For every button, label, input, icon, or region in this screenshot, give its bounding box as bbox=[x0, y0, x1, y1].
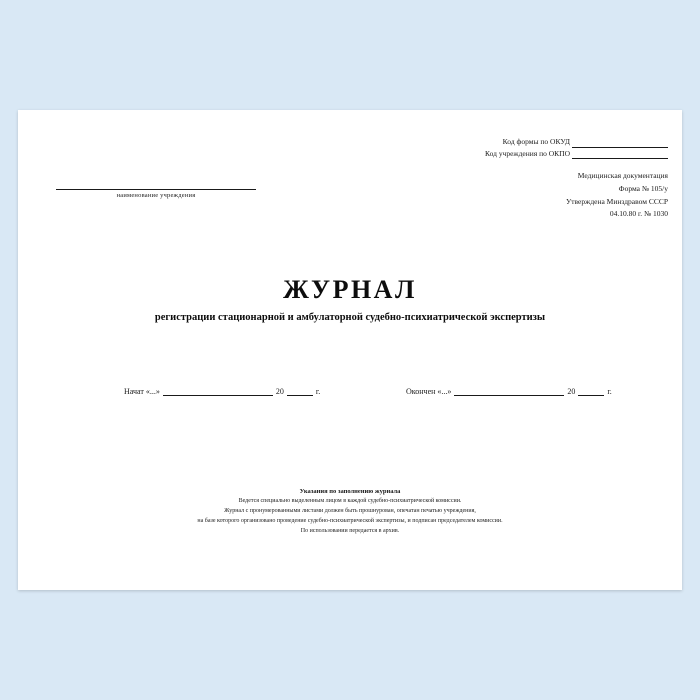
start-date-field bbox=[124, 387, 320, 396]
instructions-title: Указания по заполнению журнала bbox=[299, 488, 401, 495]
meta-line-1: Медицинская документация bbox=[577, 171, 668, 180]
instructions-line: на базе которого организовано проведение судебно-психиатрической экспертизы, и подписан председателем комиссии. bbox=[197, 517, 503, 524]
code-okpo-blank[interactable] bbox=[572, 150, 668, 159]
meta-line-3: Утверждена Минздравом СССР bbox=[565, 196, 668, 206]
start-year-blank[interactable] bbox=[287, 387, 313, 396]
page-title: ЖУРНАЛ bbox=[283, 275, 417, 304]
instructions-block bbox=[18, 488, 682, 537]
institution-blank-line[interactable] bbox=[56, 188, 256, 190]
code-okud-label: Код формы по ОКУД bbox=[502, 137, 570, 146]
instructions-line: Ведется специально выделенным лицом в каждой судебно-психиатрической комиссии. bbox=[238, 498, 462, 504]
start-date-year: 20 bbox=[275, 387, 284, 396]
instructions-line: Журнал с пронумерованными листами должен быть прошнурован, опечатан печатью учреждения, bbox=[224, 507, 476, 514]
meta-line-2: Форма № 105/у bbox=[618, 183, 668, 193]
code-row-okpo bbox=[368, 148, 668, 160]
document-page-container bbox=[18, 110, 682, 590]
page-subtitle: регистрации стационарной и амбулаторной судебно-психиатрической экспертизы bbox=[154, 312, 546, 323]
instructions-line: По использовании передается в архив. bbox=[300, 527, 400, 534]
end-date-label: Окончен «...» bbox=[406, 387, 452, 396]
code-okud-blank[interactable] bbox=[572, 139, 668, 148]
title-block bbox=[18, 275, 682, 323]
institution-field bbox=[46, 188, 266, 199]
start-date-blank[interactable] bbox=[163, 387, 273, 396]
document-meta-block bbox=[368, 170, 668, 221]
end-year-blank[interactable] bbox=[578, 387, 604, 396]
institution-label: наименование учреждения bbox=[116, 192, 196, 199]
end-date-suffix: г. bbox=[607, 387, 612, 396]
form-codes-block bbox=[368, 136, 668, 159]
end-date-year: 20 bbox=[567, 387, 576, 396]
code-okpo-label: Код учреждения по ОКПО bbox=[484, 148, 570, 158]
end-date-blank[interactable] bbox=[454, 387, 564, 396]
start-date-suffix: г. bbox=[315, 387, 321, 396]
end-date-field bbox=[406, 387, 612, 396]
meta-line-4: 04.10.80 г. № 1030 bbox=[609, 209, 668, 219]
start-date-label: Начат «...» bbox=[124, 387, 160, 396]
document-paper bbox=[18, 110, 682, 590]
code-row-okud bbox=[368, 136, 668, 148]
